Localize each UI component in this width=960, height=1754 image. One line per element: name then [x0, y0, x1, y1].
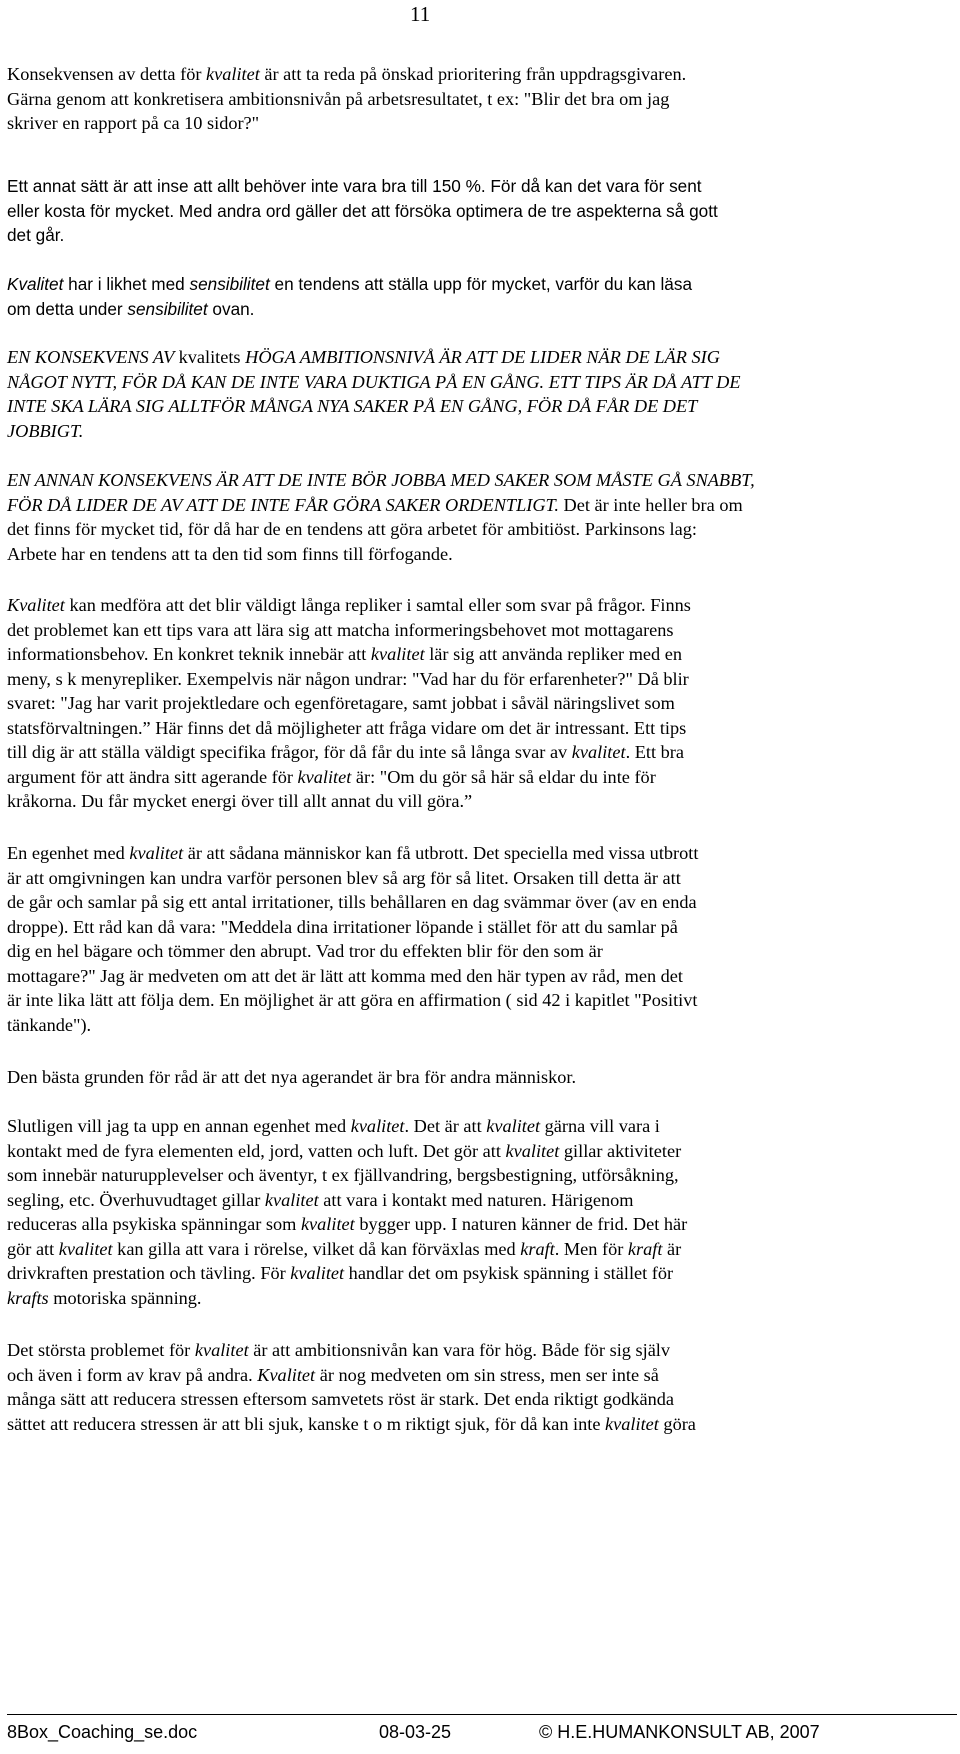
text-run: är inte lika lätt att följa dem. En möjlighet är att göra en affirmation ( sid 42 i kapitlet "Positivt: [7, 990, 698, 1010]
italic-text-run: kvalitet: [486, 1116, 541, 1136]
footer-filename: 8Box_Coaching_se.doc: [7, 1722, 198, 1742]
text-line: [7, 174, 718, 199]
italic-text-run: kvalitet: [370, 644, 425, 664]
italic-text-run: NÅGOT NYTT, FÖR DÅ KAN DE INTE VARA DUKTIGA PÅ EN GÅNG. ETT TIPS ÄR DÅ ATT DE: [7, 371, 741, 392]
text-run: Det är inte heller bra om: [558, 494, 743, 515]
text-line: [7, 1412, 696, 1437]
text-line: [7, 593, 691, 618]
italic-text-run: kvalitet: [297, 766, 352, 787]
text-line: [7, 915, 698, 940]
text-run: gör att: [7, 1238, 59, 1259]
italic-text-run: EN KONSEKVENS AV: [7, 347, 179, 367]
text-run: kvalitets: [178, 347, 241, 367]
text-line: [7, 1139, 687, 1164]
text-line: [7, 642, 691, 667]
text-run: en tendens att ställa upp för mycket, varför du kan läsa: [269, 274, 693, 294]
footer-copyright: © H.E.HUMANKONSULT AB, 2007: [539, 1722, 820, 1742]
text-line: [7, 1163, 687, 1188]
text-run: många sätt att reducera stressen eftersom samvetets röst är stark. Det enda riktigt godkända: [7, 1389, 675, 1409]
italic-text-run: krafts: [7, 1287, 49, 1308]
text-run: drivkraften prestation och tävling. För: [7, 1263, 291, 1283]
text-line: [7, 618, 691, 643]
paragraph: [7, 62, 686, 136]
text-run: det går.: [7, 225, 65, 245]
italic-text-run: HÖGA AMBITIONSNIVÅ ÄR ATT DE LIDER NÄR DE LÄR SIG: [240, 347, 720, 367]
italic-text-run: kraft: [627, 1238, 663, 1259]
text-line: [7, 493, 755, 518]
text-run: Det största problemet för: [7, 1340, 195, 1360]
text-run: göra: [658, 1413, 696, 1434]
paragraph: [7, 345, 741, 443]
text-run: som innebär naturupplevelser och äventyr, t ex fjällvandring, bergsbestigning, utförsåkning,: [7, 1165, 679, 1185]
text-run: . Men för: [554, 1238, 628, 1259]
text-run: gillar aktiviteter: [559, 1140, 682, 1161]
paragraph: [7, 1065, 576, 1090]
italic-text-run: Kvalitet: [7, 274, 64, 294]
text-line: [7, 667, 691, 692]
text-run: kråkorna. Du får mycket energi över till allt annat du vill göra.”: [7, 791, 473, 811]
text-run: är att sådana människor kan få utbrott. Det speciella med vissa utbrott: [183, 843, 699, 863]
italic-text-run: sensibilitet: [127, 298, 208, 319]
italic-text-run: JOBBIGT.: [7, 420, 84, 441]
paragraph: [7, 1114, 687, 1310]
italic-text-run: Kvalitet: [257, 1364, 316, 1385]
text-line: [7, 1013, 698, 1038]
text-run: statsförvaltningen.” Här finns det då möjligheter att fråga vidare om det är intressant. Ett tips: [7, 717, 687, 738]
text-line: [7, 370, 741, 395]
italic-text-run: kvalitet: [264, 1189, 319, 1210]
text-run: Slutligen vill jag ta upp en annan egenhet med: [7, 1116, 351, 1136]
text-run: Gärna genom att konkretisera ambitionsnivån på arbetsresultatet, t ex: "Blir det bra om jag: [7, 88, 670, 109]
italic-text-run: kvalitet: [58, 1238, 113, 1259]
paragraph: [7, 593, 691, 814]
italic-text-run: FÖR DÅ LIDER DE AV ATT DE INTE FÅR GÖRA SAKER ORDENTLIGT.: [7, 494, 559, 515]
text-run: är att ambitionsnivån kan vara för hög. Både för sig själv: [248, 1340, 671, 1360]
text-run: kan gilla att vara i rörelse, vilket då kan förväxlas med: [112, 1238, 521, 1259]
text-run: En egenhet med: [7, 843, 130, 863]
text-run: och även i form av krav på andra.: [7, 1364, 258, 1385]
text-run: svaret: "Jag har varit projektledare och egenföretagare, samt jobbat i såväl näringslivet som: [7, 693, 675, 713]
text-line: [7, 1363, 696, 1388]
text-run: lär sig att använda repliker med en: [424, 644, 683, 664]
text-line: [7, 716, 691, 741]
text-run: Ett annat sätt är att inse att allt behöver inte vara bra till 150 %. För då kan det vara för sent: [7, 176, 702, 196]
italic-text-run: sensibilitet: [189, 274, 270, 294]
italic-text-run: INTE SKA LÄRA SIG ALLTFÖR MÅNGA NYA SAKER PÅ EN GÅNG, FÖR DÅ FÅR DE DET: [7, 396, 698, 416]
text-run: ovan.: [207, 298, 255, 319]
text-line: [7, 939, 698, 964]
paragraph: [7, 841, 698, 1037]
text-run: Den bästa grunden för råd är att det nya agerandet är bra för andra människor.: [7, 1067, 577, 1087]
italic-text-run: kvalitet: [290, 1263, 345, 1283]
text-line: [7, 111, 686, 136]
text-run: . Det är att: [404, 1116, 487, 1136]
text-line: [7, 866, 698, 891]
italic-text-run: kvalitet: [194, 1340, 249, 1360]
text-run: segling, etc. Överhuvudtaget gillar: [7, 1189, 265, 1210]
text-run: eller kosta för mycket. Med andra ord gäller det att försöka optimera de tre aspekterna så gott: [7, 200, 718, 221]
italic-text-run: kvalitet: [571, 742, 626, 762]
text-line: [7, 1114, 687, 1139]
text-line: [7, 841, 698, 866]
text-run: informationsbehov. En konkret teknik innebär att: [7, 644, 371, 664]
text-run: kan medföra att det blir väldigt långa repliker i samtal eller som svar på frågor. Finns: [64, 595, 691, 615]
text-line: [7, 789, 691, 814]
paragraph: [7, 174, 718, 248]
page-footer: [7, 1714, 957, 1754]
text-run: sättet att reducera stressen är att bli sjuk, kanske t o m riktigt sjuk, för då kan inte: [7, 1413, 606, 1434]
italic-text-run: EN ANNAN KONSEKVENS ÄR ATT DE INTE BÖR JOBBA MED SAKER SOM MÅSTE GÅ SNABBT,: [7, 470, 755, 490]
text-line: [7, 1338, 696, 1363]
italic-text-run: kvalitet: [129, 843, 184, 863]
paragraph: [7, 272, 692, 321]
text-line: [7, 468, 755, 493]
text-run: det problemet kan ett tips vara att lära sig att matcha informeringsbehovet mot mottagarens: [7, 619, 674, 640]
text-line: [7, 419, 741, 444]
text-run: om detta under: [7, 298, 128, 319]
page-number: 11: [410, 2, 431, 26]
text-run: motoriska spänning.: [48, 1287, 202, 1308]
text-run: skriver en rapport på ca 10 sidor?": [7, 113, 260, 133]
text-run: meny, s k menyrepliker. Exempelvis när någon undrar: "Vad har du för erfarenheter?" Då blir: [7, 668, 689, 689]
text-run: är att omgivningen kan undra varför personen blev så arg för så litet. Orsaken till detta är att: [7, 867, 681, 888]
text-line: [7, 345, 741, 370]
text-line: [7, 394, 741, 419]
text-line: [7, 740, 691, 765]
text-run: Konsekvensen av detta för: [7, 64, 206, 84]
italic-text-run: Kvalitet: [7, 595, 65, 615]
text-run: tänkande").: [7, 1014, 92, 1035]
italic-text-run: kvalitet: [605, 1413, 659, 1434]
text-run: har i likhet med: [63, 274, 190, 294]
text-run: dig en hel bägare och tömmer den abrupt. Vad tror du effekten blir för den som är: [7, 941, 603, 961]
text-line: [7, 988, 698, 1013]
text-line: [7, 1387, 696, 1412]
text-line: [7, 1065, 576, 1090]
text-run: är nog medveten om sin stress, men ser inte så: [315, 1364, 659, 1385]
text-run: det finns för mycket tid, för då har de en tendens att göra arbetet för ambitiöst. Parkinsons lag:: [7, 519, 697, 539]
italic-text-run: kvalitet: [350, 1116, 405, 1136]
text-line: [7, 297, 692, 322]
text-run: gärna vill vara i: [540, 1116, 660, 1136]
italic-text-run: kvalitet: [505, 1140, 560, 1161]
text-line: [7, 1212, 687, 1237]
text-line: [7, 542, 755, 567]
text-line: [7, 964, 698, 989]
italic-text-run: kvalitet: [300, 1214, 355, 1234]
text-run: att vara i kontakt med naturen. Härigenom: [318, 1189, 634, 1210]
text-line: [7, 1237, 687, 1262]
text-line: [7, 199, 718, 224]
text-line: [7, 1261, 687, 1286]
text-run: droppe). Ett råd kan då vara: "Meddela dina irritationer löpande i stället för att du samlar på: [7, 916, 678, 937]
text-run: argument för att ändra sitt agerande för: [7, 766, 298, 787]
text-run: Arbete har en tendens att ta den tid som finns till förfogande.: [7, 543, 453, 564]
text-line: [7, 691, 691, 716]
text-line: [7, 223, 718, 248]
text-line: [7, 62, 686, 87]
paragraph: [7, 1338, 696, 1436]
text-run: handlar det om psykisk spänning i stället för: [344, 1263, 674, 1283]
italic-text-run: kraft: [520, 1238, 555, 1259]
text-line: [7, 272, 692, 297]
text-run: är att ta reda på önskad prioritering från uppdragsgivaren.: [259, 64, 687, 84]
text-run: till dig är att ställa väldigt specifika frågor, för då får du inte så långa svar av: [7, 742, 572, 762]
italic-text-run: kvalitet: [206, 64, 260, 84]
text-line: [7, 765, 691, 790]
text-run: är: [662, 1238, 682, 1259]
text-run: mottagare?" Jag är medveten om att det är lätt att komma med den här typen av råd, men det: [7, 965, 683, 986]
text-line: [7, 890, 698, 915]
text-run: . Ett bra: [625, 742, 684, 762]
text-line: [7, 1188, 687, 1213]
text-run: reduceras alla psykiska spänningar som: [7, 1214, 301, 1234]
text-run: är: "Om du gör så här så eldar du inte för: [351, 766, 656, 787]
footer-date: 08-03-25: [379, 1722, 452, 1742]
paragraph: [7, 468, 755, 566]
text-line: [7, 1286, 687, 1311]
text-run: kontakt med de fyra elementen eld, jord, vatten och luft. Det gör att: [7, 1140, 506, 1161]
text-line: [7, 87, 686, 112]
text-run: de går och samlar på sig ett antal irritationer, tills behållaren en dag svämmar över (av en enda: [7, 892, 697, 912]
text-run: bygger upp. I naturen känner de frid. Det här: [354, 1214, 688, 1234]
text-line: [7, 517, 755, 542]
